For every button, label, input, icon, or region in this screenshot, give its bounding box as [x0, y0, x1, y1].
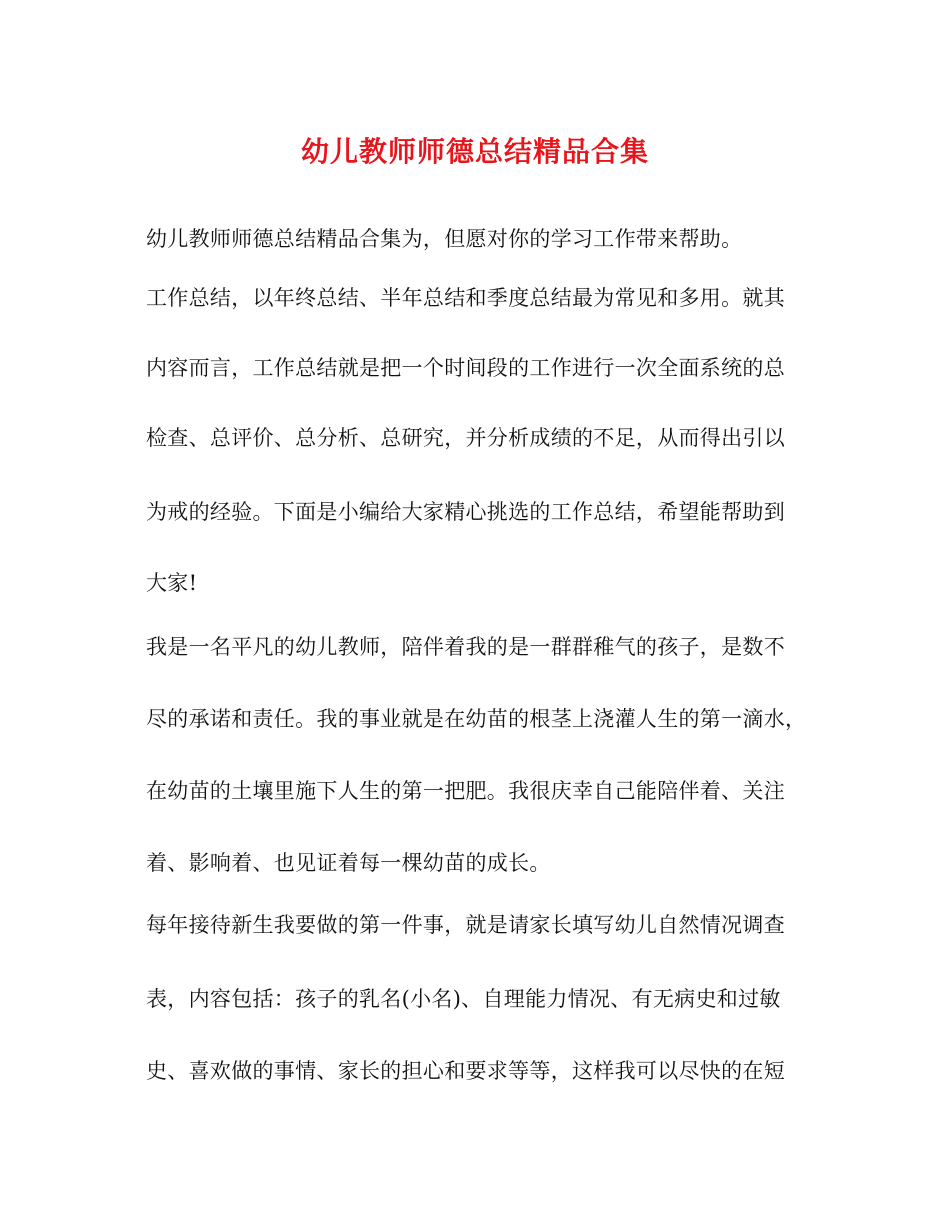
body-line: 大家! [146, 571, 198, 595]
body-line: 表，内容包括：孩子的乳名(小名)、自理能力情况、有无病史和过敏 [146, 987, 781, 1011]
body-line: 内容而言，工作总结就是把一个时间段的工作进行一次全面系统的总 [146, 356, 785, 380]
body-line: 每年接待新生我要做的第一件事，就是请家长填写幼儿自然情况调查 [146, 913, 785, 937]
body-line: 工作总结，以年终总结、半年总结和季度总结最为常见和多用。就其 [146, 286, 785, 310]
document-title: 幼儿教师师德总结精品合集 [300, 135, 649, 168]
body-line: 为戒的经验。下面是小编给大家精心挑选的工作总结，希望能帮助到 [146, 500, 785, 524]
body-line: 检查、总评价、总分析、总研究，并分析成绩的不足，从而得出引以 [146, 426, 785, 450]
body-line: 我是一名平凡的幼儿教师，陪伴着我的是一群群稚气的孩子，是数不 [146, 635, 785, 659]
intro-line: 幼儿教师师德总结精品合集为，但愿对你的学习工作带来帮助。 [146, 227, 743, 251]
body-line: 尽的承诺和责任。我的事业就是在幼苗的根茎上浇灌人生的第一滴水， [146, 707, 807, 731]
body-line: 着、影响着、也见证着每一棵幼苗的成长。 [146, 851, 551, 875]
body-line: 史、喜欢做的事情、家长的担心和要求等等，这样我可以尽快的在短 [146, 1059, 785, 1083]
body-line: 在幼苗的土壤里施下人生的第一把肥。我很庆幸自己能陪伴着、关注 [146, 779, 785, 803]
